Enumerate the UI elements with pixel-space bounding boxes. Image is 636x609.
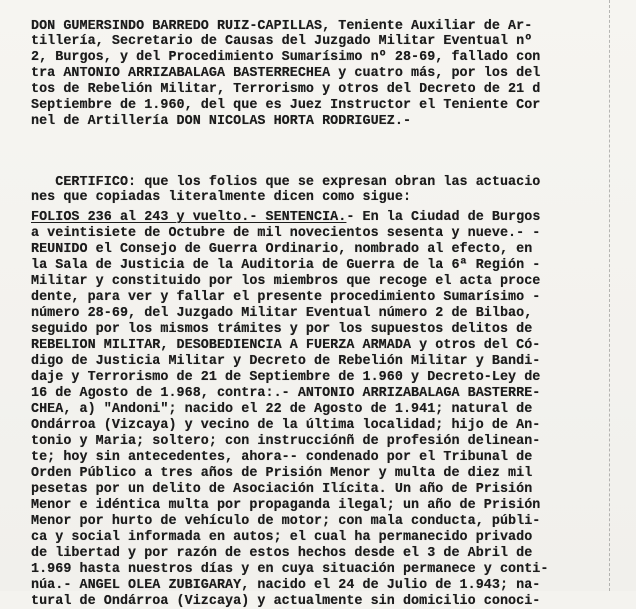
certifico-line: nes que copiadas literalmente dicen como sigue: [31,190,412,205]
sentencia-line: núa.- ANGEL OLEA ZUBIGARAY, nacido el 24 de Julio de 1.943; na- [31,578,541,593]
header-line: 2, Burgos, y del Procedimiento Sumarísimo nº 28-69, fallado con [31,50,541,65]
sentencia-line: ca y social informada en autos; el cual ha permanecido privado [31,530,533,545]
sentencia-line: REUNIDO el Consejo de Guerra Ordinario, nombrado al efecto, en [31,242,533,257]
sentencia-line: pesetas por un delito de Asociación Ilícita. Un año de Prisión [31,482,533,497]
sentencia-line: digo de Justicia Militar y Decreto de Rebelión Militar y Bandi- [31,354,541,369]
sentencia-line: seguido por los mismos trámites y por los supuestos delitos de [31,322,533,337]
sentencia-line: Menor por hurto de vehículo de motor; con mala conducta, públi- [31,514,541,529]
certifico-line: CERTIFICO: que los folios que se expresan obran las actuacio [31,175,541,190]
sentencia-line: Militar y constituido por los miembros que recoge el acta proce [31,274,541,289]
sentencia-line: a veintisiete de Octubre de mil novecientos sesenta y nueve.- - [31,226,541,241]
sentencia-line: número 28-69, del Juzgado Militar Eventual número 2 de Bilbao, [31,306,533,321]
sentencia-line: tonio y Maria; soltero; con instrucciónñ de profesión delinean- [31,434,541,449]
sentencia-heading-line [31,210,540,225]
sentencia-line: dente, para ver y fallar el presente procedimiento Sumarísimo - [31,290,541,305]
sentencia-line: daje y Terrorismo de 21 de Septiembre de 1.960 y Decreto-Ley de [31,370,541,385]
header-line: DON GUMERSINDO BARREDO RUIZ-CAPILLAS, Teniente Auxiliar de Ar- [31,19,533,34]
header-line: Septiembre de 1.960, del que es Juez Instructor el Teniente Cor [31,98,541,113]
right-margin-rule [609,0,610,591]
sentencia-heading: FOLIOS 236 al 243 y vuelto.- SENTENCIA. [31,210,347,225]
sentencia-line: tural de Ondárroa (Vizcaya) y actualmente sin domicilio conoci- [31,594,541,609]
header-line: tos de Rebelión Militar, Terrorismo y otros del Decreto de 21 d [31,82,541,97]
sentencia-line: de libertad y por razón de estos hechos desde el 3 de Abril de [31,546,533,561]
header-line: tra ANTONIO ARRIZABALAGA BASTERRECHEA y cuatro más, por los del [31,66,541,81]
sentencia-line: Menor e idéntica multa por propaganda ilegal; un año de Prisión [31,498,541,513]
sentencia-line: Orden Público a tres años de Prisión Menor y multa de diez mil [31,466,533,481]
sentencia-line: 16 de Agosto de 1.968, contra:.- ANTONIO ARRIZABALAGA BASTERRE- [31,386,541,401]
header-line: nel de Artillería DON NICOLAS HORTA RODRIGUEZ.- [31,114,412,129]
sentencia-line: Ondárroa (Vizcaya) y vecino de la última localidad; hijo de An- [31,418,541,433]
sentencia-line: te; hoy sin antecedentes, ahora-- condenado por el Tribunal de [31,450,533,465]
header-line: tillería, Secretario de Causas del Juzgado Militar Eventual nº [31,34,533,49]
sentencia-line: 1.969 hasta nuestros días y en cuya situación permanece y conti- [31,562,549,577]
sentencia-line: REBELION MILITAR, DESOBEDIENCIA A FUERZA ARMADA y otros del Có- [31,338,541,353]
sentencia-line: la Sala de Justicia de la Auditoria de Guerra de la 6ª Región - [31,258,541,273]
sentencia-line: CHEA, a) "Andoni"; nacido el 22 de Agosto de 1.941; natural de [31,402,533,417]
sentencia-heading-rest: - En la Ciudad de Burgos [346,210,541,225]
